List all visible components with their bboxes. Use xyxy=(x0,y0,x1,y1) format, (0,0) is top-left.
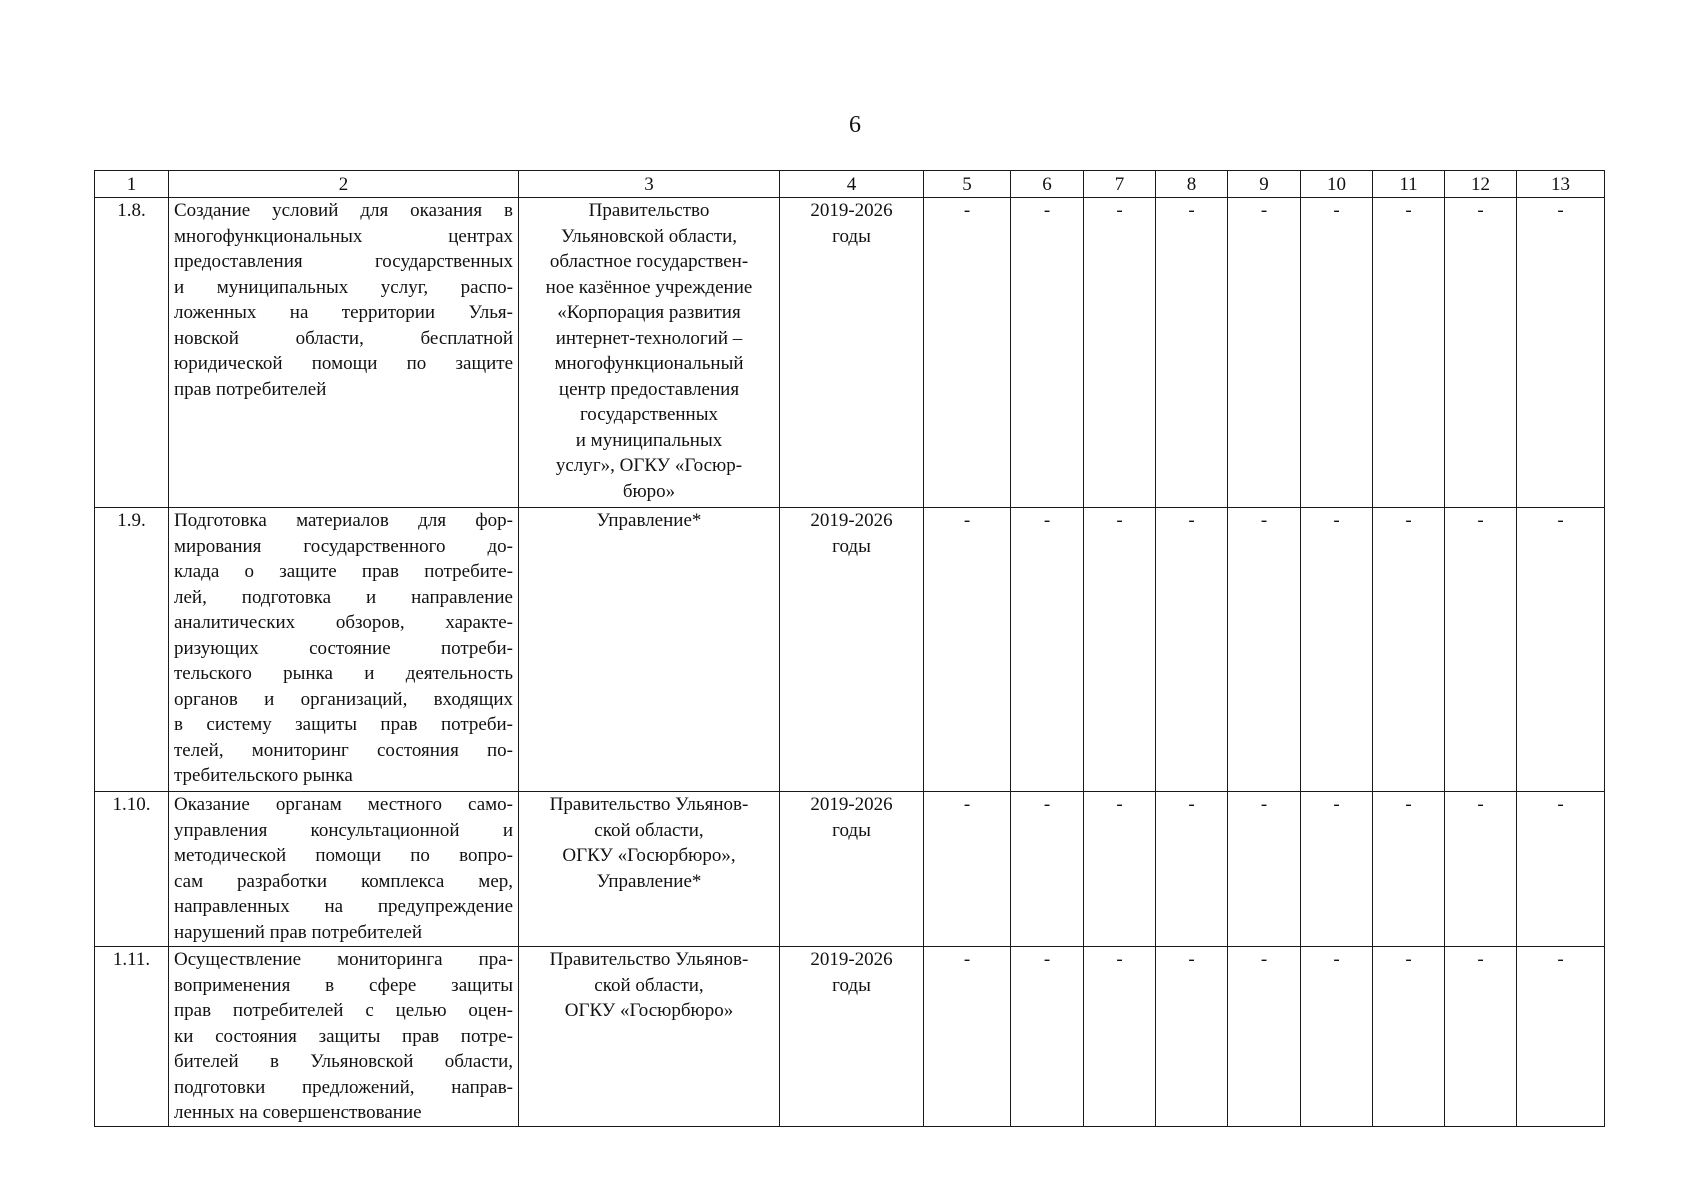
period-line: 2019-2026 xyxy=(810,200,893,221)
activity-description xyxy=(169,508,519,792)
value-cell: - xyxy=(1011,508,1084,792)
responsible-executor xyxy=(519,508,780,792)
value-cell: - xyxy=(1517,792,1605,947)
period-line: 2019-2026 xyxy=(810,949,893,970)
description-line: мирования государственного до- xyxy=(174,535,513,557)
implementation-period xyxy=(780,198,924,508)
responsible-executor xyxy=(519,198,780,508)
description-line: бителей в Ульяновской области, xyxy=(174,1051,513,1072)
responsible-executor xyxy=(519,947,780,1127)
value-cell: - xyxy=(1011,947,1084,1127)
activity-description xyxy=(169,792,519,947)
responsible-line: бюро» xyxy=(622,480,676,502)
description-line: требительского рынка xyxy=(174,765,353,786)
description-line: лей, подготовка и направление xyxy=(174,586,513,608)
description-line: направленных на предупреждение xyxy=(174,896,513,917)
value-cell: - xyxy=(924,947,1011,1127)
column-header-12: 12 xyxy=(1445,171,1517,198)
value-cell: - xyxy=(1445,792,1517,947)
value-cell: - xyxy=(1156,792,1228,947)
responsible-line: Ульяновской области, xyxy=(560,225,738,247)
column-header-6: 6 xyxy=(1011,171,1084,198)
period-line: 2019-2026 xyxy=(810,510,893,531)
value-cell: - xyxy=(1373,792,1445,947)
table-row xyxy=(95,198,1605,508)
description-line: аналитических обзоров, характе- xyxy=(174,612,513,633)
value-cell: - xyxy=(1084,508,1156,792)
responsible-line: услуг», ОГКУ «Госюр- xyxy=(555,455,743,476)
description-line: новской области, бесплатной xyxy=(174,327,513,349)
description-line: прав потребителей с целью оцен- xyxy=(174,1000,513,1021)
description-line: предоставления государственных xyxy=(174,251,513,272)
responsible-line: Управление* xyxy=(596,510,702,531)
description-line: ленных на совершенствование xyxy=(174,1102,422,1123)
column-header-11: 11 xyxy=(1373,171,1445,198)
implementation-period xyxy=(780,947,924,1127)
value-cell: - xyxy=(1445,508,1517,792)
responsible-line: и муниципальных xyxy=(575,429,723,451)
description-line: подготовки предложений, направ- xyxy=(174,1076,513,1098)
column-header-4: 4 xyxy=(780,171,924,198)
period-line: годы xyxy=(832,974,871,996)
description-line: многофункциональных центрах xyxy=(174,225,513,247)
responsible-line: Правительство Ульянов- xyxy=(549,794,749,815)
column-header-5: 5 xyxy=(924,171,1011,198)
row-number: 1.9. xyxy=(95,508,169,792)
column-header-3: 3 xyxy=(519,171,780,198)
period-line: годы xyxy=(832,225,871,247)
description-line: органов и организаций, входящих xyxy=(174,688,513,710)
responsible-line: областное государствен- xyxy=(549,251,749,272)
column-header-13: 13 xyxy=(1517,171,1605,198)
description-line: ложенных на территории Улья- xyxy=(174,302,513,323)
column-header-row xyxy=(95,171,1605,198)
description-line: ки состояния защиты прав потре- xyxy=(174,1025,513,1047)
description-line: Оказание органам местного само- xyxy=(174,794,513,815)
responsible-line: интернет-технологий – xyxy=(555,327,743,349)
description-line: Осуществление мониторинга пра- xyxy=(174,949,513,970)
table-row xyxy=(95,947,1605,1127)
value-cell: - xyxy=(1373,198,1445,508)
responsible-line: Правительство xyxy=(588,200,710,221)
description-line: Подготовка материалов для фор- xyxy=(174,510,513,531)
description-line: Создание условий для оказания в xyxy=(174,200,513,221)
value-cell: - xyxy=(1373,947,1445,1127)
value-cell: - xyxy=(1011,792,1084,947)
description-line: телей, мониторинг состояния по- xyxy=(174,739,513,761)
value-cell: - xyxy=(1084,792,1156,947)
description-line: юридической помощи по защите xyxy=(174,353,513,374)
responsible-line: ской области, xyxy=(594,974,704,996)
value-cell: - xyxy=(1084,198,1156,508)
responsible-line: ное казённое учреждение xyxy=(545,276,753,298)
period-line: 2019-2026 xyxy=(810,794,893,815)
value-cell: - xyxy=(1011,198,1084,508)
column-header-8: 8 xyxy=(1156,171,1228,198)
description-line: воприменения в сфере защиты xyxy=(174,974,513,996)
description-line: сам разработки комплекса мер, xyxy=(174,870,513,892)
value-cell: - xyxy=(1084,947,1156,1127)
description-line: ризующих состояние потреби- xyxy=(174,637,513,659)
value-cell: - xyxy=(1156,508,1228,792)
responsible-line: ОГКУ «Госюрбюро» xyxy=(564,1000,734,1021)
table-row xyxy=(95,508,1605,792)
value-cell: - xyxy=(1301,947,1373,1127)
value-cell: - xyxy=(1228,792,1301,947)
value-cell: - xyxy=(1301,508,1373,792)
responsible-executor xyxy=(519,792,780,947)
table-row xyxy=(95,792,1605,947)
activities-table xyxy=(94,170,1605,1127)
value-cell: - xyxy=(1517,198,1605,508)
period-line: годы xyxy=(832,819,871,841)
description-line: в систему защиты прав потреби- xyxy=(174,714,513,735)
description-line: прав потребителей xyxy=(174,378,327,400)
responsible-line: многофункциональный xyxy=(554,353,744,374)
activity-description xyxy=(169,947,519,1127)
responsible-line: государственных xyxy=(579,404,718,425)
period-line: годы xyxy=(832,535,871,557)
value-cell: - xyxy=(1156,198,1228,508)
value-cell: - xyxy=(1445,198,1517,508)
value-cell: - xyxy=(924,792,1011,947)
value-cell: - xyxy=(1301,792,1373,947)
column-header-7: 7 xyxy=(1084,171,1156,198)
value-cell: - xyxy=(1373,508,1445,792)
description-line: клада о защите прав потребите- xyxy=(174,561,513,582)
value-cell: - xyxy=(1228,947,1301,1127)
column-header-1: 1 xyxy=(95,171,169,198)
description-line: нарушений прав потребителей xyxy=(174,921,423,943)
column-header-2: 2 xyxy=(169,171,519,198)
row-number: 1.8. xyxy=(95,198,169,508)
page-number: 6 xyxy=(849,112,861,138)
activity-description xyxy=(169,198,519,508)
table-body xyxy=(95,171,1605,1127)
row-number: 1.11. xyxy=(95,947,169,1127)
implementation-period xyxy=(780,508,924,792)
value-cell: - xyxy=(1445,947,1517,1127)
responsible-line: ской области, xyxy=(594,819,704,841)
responsible-line: Правительство Ульянов- xyxy=(549,949,749,970)
description-line: методической помощи по вопро- xyxy=(174,845,513,866)
description-line: и муниципальных услуг, распо- xyxy=(174,276,513,298)
value-cell: - xyxy=(1517,508,1605,792)
description-line: тельского рынка и деятельность xyxy=(174,663,513,684)
value-cell: - xyxy=(1517,947,1605,1127)
value-cell: - xyxy=(1156,947,1228,1127)
column-header-9: 9 xyxy=(1228,171,1301,198)
description-line: управления консультационной и xyxy=(174,819,513,841)
value-cell: - xyxy=(924,198,1011,508)
value-cell: - xyxy=(1228,508,1301,792)
responsible-line: «Корпорация развития xyxy=(557,302,741,323)
responsible-line: центр предоставления xyxy=(558,378,740,400)
responsible-line: Управление* xyxy=(596,870,702,892)
value-cell: - xyxy=(1228,198,1301,508)
row-number: 1.10. xyxy=(95,792,169,947)
value-cell: - xyxy=(1301,198,1373,508)
column-header-10: 10 xyxy=(1301,171,1373,198)
implementation-period xyxy=(780,792,924,947)
responsible-line: ОГКУ «Госюрбюро», xyxy=(562,845,736,866)
value-cell: - xyxy=(924,508,1011,792)
